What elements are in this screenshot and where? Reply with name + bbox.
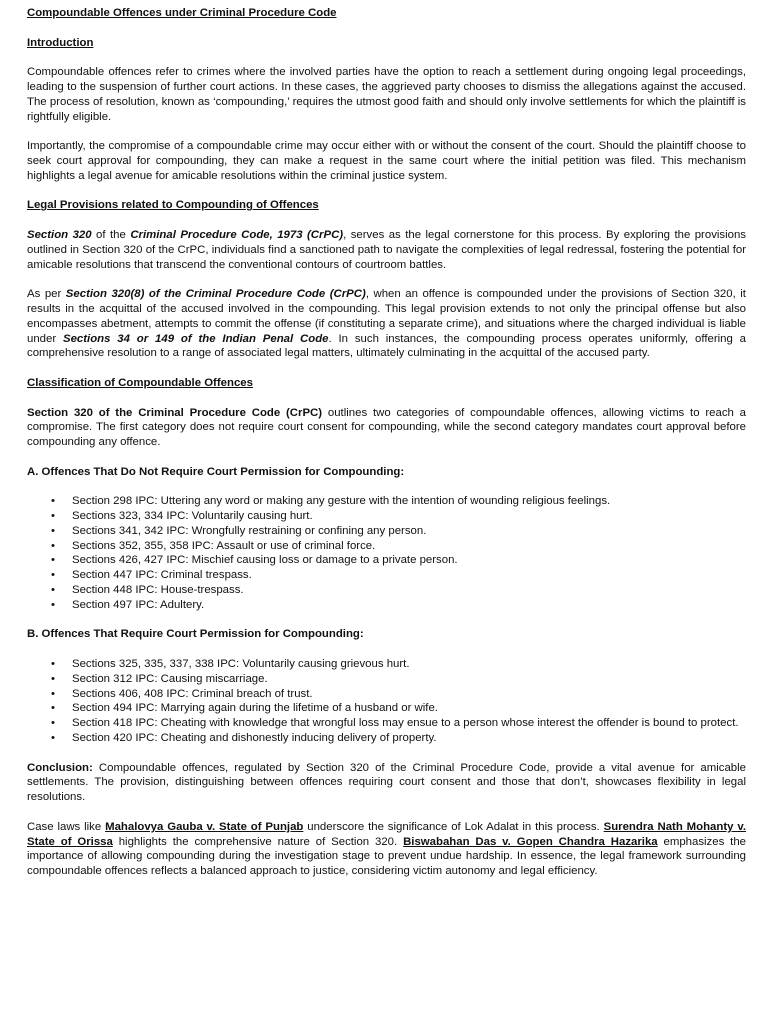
list-item (27, 539, 746, 554)
bullet-icon: • (51, 584, 55, 597)
bullet-icon: • (51, 717, 55, 730)
bullet-icon: • (51, 554, 55, 567)
list-item (27, 731, 746, 746)
list-item (27, 568, 746, 583)
list-item (27, 524, 746, 539)
ref-section-320-8: Section 320(8) of the Criminal Procedure Code (CrPC) (65, 288, 366, 301)
ref-crpc-1973: Criminal Procedure Code, 1973 (CrPC) (130, 228, 344, 241)
list-item-text: Section 418 IPC: Cheating with knowledge that wrongful loss may ensue to a person whose interest the offender is bound to protect. (72, 717, 739, 730)
bullet-icon: • (51, 732, 55, 745)
text-run: Compoundable offences, regulated by Section 320 of the Criminal Procedure Code, provide a vital avenue for amicable settlements. The provision, distinguishing between offences requiring court consent and those that don’t, showcases flexibility in legal resolutions. (27, 761, 746, 804)
list-item-text: Sections 323, 334 IPC: Voluntarily causing hurt. (72, 510, 313, 523)
intro-paragraph-1: Compoundable offences refer to crimes where the involved parties have the option to reach a settlement during ongoing legal proceedings, leading to the suspension of further court actions. In these cases, the aggrieved party chooses to dismiss the allegations against the accused. The process of resolution, known as ‘compounding,’ requires the utmost good faith and should only involve settlements for which the plaintiff is rightfully eligible. (27, 66, 746, 123)
ref-section-320-crpc: Section 320 of the Criminal Procedure Code (CrPC) (27, 406, 323, 419)
text-run: As per (27, 288, 66, 301)
list-item (27, 598, 746, 613)
list-item (27, 657, 746, 672)
subheading-category-b: B. Offences That Require Court Permission for Compounding: (27, 628, 364, 641)
list-item-text: Section 448 IPC: House-trespass. (72, 584, 244, 597)
bullet-icon: • (51, 510, 55, 523)
list-item-text: Section 494 IPC: Marrying again during the lifetime of a husband or wife. (72, 702, 438, 715)
bullet-icon: • (51, 687, 55, 700)
document-page (27, 6, 746, 879)
list-item-text: Section 312 IPC: Causing miscarriage. (72, 672, 268, 685)
text-run: , when an offence is compounded under the provisions of Section 320, it results in the acquittal of the accused involved in the compounding. This legal provision extends to not only the principal offense but also encompasses abetment, attempts to commit the offense (if constituting a separate crime), and situations where the charged individual is liable under (27, 288, 746, 345)
text-run: emphasizes the importance of allowing compounding during the investigation stage to prevent undue hardship. In essence, the legal framework surrounding compoundable offences reflects a balanced approach to justice, considering victim autonomy and legal efficiency. (27, 835, 747, 878)
bullet-icon: • (51, 598, 55, 611)
bullet-icon: • (51, 672, 55, 685)
ref-section-320: Section 320 (27, 228, 92, 241)
list-item (27, 701, 746, 716)
text-run: of the (91, 228, 131, 241)
heading-classification: Classification of Compoundable Offences (27, 376, 253, 389)
text-run: highlights the comprehensive nature of Section 320. (112, 835, 404, 848)
list-item-text: Section 298 IPC: Uttering any word or making any gesture with the intention of wounding religious feelings. (72, 495, 611, 508)
list-item (27, 509, 746, 524)
document-title: Compoundable Offences under Criminal Procedure Code (27, 7, 337, 19)
text-run: underscore the significance of Lok Adalat in this process. (303, 820, 604, 833)
list-item-text: Sections 352, 355, 358 IPC: Assault or use of criminal force. (72, 539, 376, 552)
list-item (27, 553, 746, 568)
text-run: Case laws like (27, 820, 106, 833)
heading-introduction: Introduction (27, 36, 94, 49)
list-item-text: Sections 325, 335, 337, 338 IPC: Voluntarily causing grievous hurt. (72, 658, 410, 671)
category-a-list (27, 494, 746, 612)
text-run: , serves as the legal cornerstone for this process. By exploring the provisions outlined in Section 320 of the CrPC, individuals find a sanctioned path to navigate the complexities of legal redressal, fostering the potential for amicable resolutions that transcend the conventional contours of courtroom battles. (27, 228, 747, 271)
text-run: outlines two categories of compoundable offences, allowing victims to reach a compromise. The first category does not require court consent for compounding, while the second category mandates court approval before compounding any offence. (27, 406, 746, 449)
bullet-icon: • (51, 702, 55, 715)
ref-ipc-34-149: Sections 34 or 149 of the Indian Penal Code (62, 332, 329, 345)
list-item-text: Sections 426, 427 IPC: Mischief causing loss or damage to a private person. (72, 554, 458, 567)
list-item-text: Section 420 IPC: Cheating and dishonestly inducing delivery of property. (72, 732, 437, 745)
intro-paragraph-2: Importantly, the compromise of a compoundable crime may occur either with or without the consent of the court. Should the plaintiff choose to seek court approval for compounding, they can make a request in the same court where the initial petition was filed. This mechanism highlights a legal avenue for amicable resolutions within the criminal justice system. (27, 140, 746, 182)
classification-paragraph (27, 406, 746, 450)
list-item (27, 494, 746, 509)
list-item-text: Section 497 IPC: Adultery. (72, 598, 205, 611)
legal-paragraph-2 (27, 287, 746, 361)
list-item-text: Sections 406, 408 IPC: Criminal breach of trust. (72, 687, 313, 700)
bullet-icon: • (51, 524, 55, 537)
legal-paragraph-1 (27, 228, 746, 272)
bullet-icon: • (51, 658, 55, 671)
bullet-icon: • (51, 539, 55, 552)
list-item (27, 716, 746, 731)
bullet-icon: • (51, 495, 55, 508)
text-run: . In such instances, the compounding process operates uniformly, offering a comprehensive resolution to a range of associated legal matters, ultimately culminating in the acquittal of the accused party. (27, 332, 746, 360)
conclusion-label: Conclusion: (27, 761, 93, 774)
case-laws-paragraph (27, 820, 746, 879)
case-law-3: Biswabahan Das v. Gopen Chandra Hazarika (403, 835, 658, 848)
case-law-2: Surendra Nath Mohanty v. State of Orissa (27, 820, 747, 848)
list-item-text: Section 447 IPC: Criminal trespass. (72, 569, 252, 582)
list-item (27, 672, 746, 687)
subheading-category-a: A. Offences That Do Not Require Court Permission for Compounding: (27, 465, 405, 478)
bullet-icon: • (51, 569, 55, 582)
heading-legal-provisions: Legal Provisions related to Compounding of Offences (27, 199, 319, 212)
case-law-1: Mahalovya Gauba v. State of Punjab (105, 820, 304, 833)
list-item (27, 583, 746, 598)
list-item (27, 687, 746, 702)
list-item-text: Sections 341, 342 IPC: Wrongfully restraining or confining any person. (72, 524, 427, 537)
conclusion-paragraph (27, 761, 746, 805)
category-b-list (27, 657, 746, 746)
